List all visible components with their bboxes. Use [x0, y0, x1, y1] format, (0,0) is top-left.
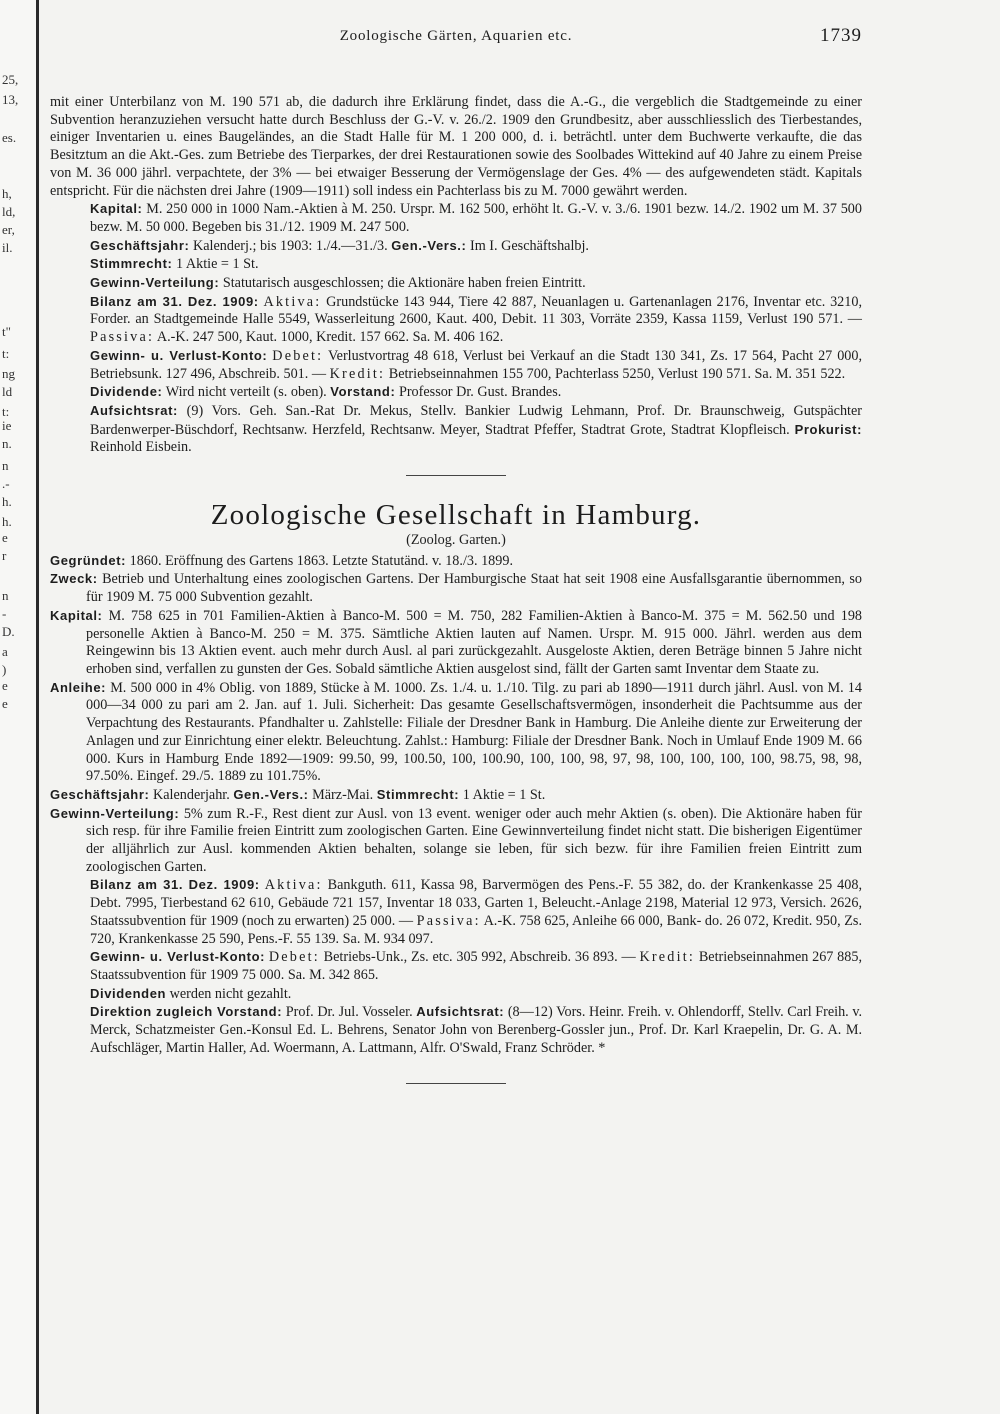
kapital-label: Kapital: [90, 201, 143, 217]
kapital-text: M. 758 625 in 701 Familien-Aktien à Banco-M. 500 = M. 750, 282 Familien-Aktien à Banco-M. 375 = M. 562.50 und 198 personelle Aktien à Banco-M. 250 = M. 375. Sämtliche Aktien lauten auf Namen. Urspr. M. 915 000. Jährl. werden aus dem Reingewinn bis 13 Aktien event. auch mehr durch Ausl. al pari zurückgezahlt. Ausgeloste Aktien, deren Beträge binnen 5 Jahre nicht erhoben sind, verfallen zu gunsten der Ges. Sobald sämtliche Aktien ausgelost sind, fällt der Garten samt Inventar dem Staate zu. [86, 607, 863, 677]
fragment: n [2, 588, 9, 603]
kapital-entry [50, 607, 862, 679]
fragment: er, [2, 222, 15, 237]
debet-label: Debet: [272, 347, 324, 364]
footnote-mark: * [598, 1039, 606, 1056]
left-margin-fragments [0, 0, 39, 1414]
passiva-label: Passiva: [90, 329, 155, 346]
dividenden-entry [50, 985, 862, 1004]
dividende-label: Dividende: [90, 384, 163, 400]
prokurist-text: Reinhold Eisbein. [90, 439, 192, 456]
debet-text: Verlustvortrag 48 618, Verlust bei Verkauf an die Stadt 130 341, Zs. 17 564, Pacht 27 000, Betriebsunk. 127 496, Abschreib. 501. — [90, 347, 863, 382]
gegruendet-label: Gegründet: [50, 552, 127, 568]
stimmrecht-text: 1 Aktie = 1 St. [462, 786, 546, 803]
fragment: ld [2, 384, 13, 399]
bilanz-entry [50, 876, 862, 948]
fragment: il. [2, 240, 13, 255]
gegruendet-text: 1860. Eröffnung des Gartens 1863. Letzte Statutänd. v. 18./3. 1899. [129, 552, 513, 569]
direktion-label: Direktion zugleich Vorstand: [90, 1004, 283, 1020]
intro-paragraph: mit einer Unterbilanz von M. 190 571 ab, die dadurch ihre Erklärung findet, dass die A.-G., die vergeblich die Stadtgemeinde zu einer Subvention heranzuziehen versucht hatte durch Beschluss der G.-V. v. 26./2. 1909 den Grundbesitz, aber ausschliesslich des Tierbestandes, einiger Inventarien u. eines Baugeländes, an die Stadt Halle für M. 1 200 000, d. i. beträchtl. unter dem Buchwerte verkaufte, die das Besitztum an die Akt.-Ges. zum Betriebe des Tierparkes, der drei Restaurationen sowie des Soolbades Wittekind auf 40 Jahre zu einem Preise von M. 36 000 jährl. verpachtete, der 3% — bei etwaiger Besserung der Vermögenslage der Ges. 4% — des aufgewendeten städt. Kapitals entspricht. Für die nächsten drei Jahre (1909—1911) soll indess ein Pachterlass bis zu M. 7000 gewährt werden. [50, 94, 862, 199]
end-divider [406, 1083, 506, 1084]
gj-label: Geschäftsjahr: [90, 237, 190, 253]
gewinnverteilung-label: Gewinn-Verteilung: [90, 275, 220, 291]
gewinnverteilung-entry [50, 274, 862, 293]
geschaeftsjahr-entry [50, 237, 862, 256]
kredit-text: Betriebseinnahmen 267 885, Staatssubvention für 1909 75 000. Sa. M. 342 865. [90, 949, 863, 983]
aufsichtsrat-text: (8—12) Vors. Heinr. Freih. v. Ohlendorff, Stellv. Carl Freih. v. Merck, Schatzmeister Gen.-Konsul Ed. L. Behrens, Senator John von Berenberg-Gossler jun., Prof. Dr. Karl Kraepelin, Dr. G. A. M. Aufschläger, Martin Haller, Ad. Woermann, A. Lattmann, Alfr. O'Swald, Franz Schröder. [90, 1004, 863, 1056]
fragment: t: [2, 404, 10, 419]
geschaeftsjahr-entry [50, 786, 862, 805]
dividenden-text: werden nicht gezahlt. [169, 985, 292, 1002]
vorstand-label: Vorstand: [330, 384, 396, 400]
fragment: .- [2, 476, 10, 491]
gv-label: Gen.-Vers.: [391, 237, 467, 253]
aufsichtsrat-entry [50, 402, 862, 457]
gv-label: Gen.-Vers.: [233, 786, 309, 802]
anleihe-text: M. 500 000 in 4% Oblig. von 1889, Stücke à M. 1000. Zs. 1./4. u. 1./10. Tilg. zu pari ab 1890—1911 durch jährl. Ausl. von M. 14 000—34 000 zu pari am 2. Jan. auf 1. Juli. Sicherheit: Das gesamte Gesellschaftsvermögen, insonderheit die Pachtsumme aus der Verpachtung des Restaurants. Pfandhalter u. Zahlstelle: Filiale der Dresdner Bank in Hamburg. Die Anleihe diente zur Erweiterung der Anlagen und zur Einrichtung einer elektr. Beleuchtung. Zahlst.: Hamburg: Filiale der Dresdner Bank. Noch in Umlauf Ende 1909 M. 66 000. Kurs in Hamburg Ende 1892—1909: 99.50, 99, 100.50, 100, 100.90, 100, 100, 98, 97, 98, 100, 100, 100, 100, 98.75, 98, 98, 97.50%. Eingef. 29./5. 1889 zu 101.75%. [86, 679, 862, 785]
section-halle [50, 94, 862, 457]
anleihe-label: Anleihe: [50, 679, 107, 695]
stimmrecht-entry [50, 255, 862, 274]
kapital-text: M. 250 000 in 1000 Nam.-Aktien à M. 250. Urspr. M. 162 500, erhöht lt. G.-V. v. 3./6. 1901 bezw. 14./2. 1902 um M. 37 500 bezw. M. 50 000. Begeben bis 31./12. 1909 M. 247 500. [90, 201, 862, 235]
guv-label: Gewinn- u. Verlust-Konto: [90, 347, 268, 363]
fragment: a [2, 644, 8, 659]
zweck-entry [50, 570, 862, 606]
gewinnverteilung-text: 5% zum R.-F., Rest dient zur Ausl. von 13 event. weniger oder auch mehr Aktien (s. oben). Die Aktionäre haben für sich resp. für ihre Familie freien Eintritt zum zoologischen Garten. Eine Gewinnverteilung findet nicht statt. Die bisherigen Eigentümer der alljährlich zur Ausl. kommenden Aktien behalten, solange sie leben, für sich bezw. für ihre Familien freien Eintritt zum zoologischen Garten. [86, 805, 863, 875]
guv-entry [50, 948, 862, 984]
bilanz-entry [50, 293, 862, 347]
direktion-entry [50, 1003, 862, 1057]
stimmrecht-label: Stimmrecht: [376, 786, 460, 802]
company-title: Zoologische Gesellschaft in Hamburg. [210, 499, 702, 532]
direktion-text: Prof. Dr. Jul. Vosseler. [285, 1004, 413, 1021]
bilanz-label: Bilanz am 31. Dez. 1909: [90, 877, 260, 893]
fragment: r [2, 548, 7, 563]
page-number: 1739 [820, 25, 862, 46]
guv-label: Gewinn- u. Verlust-Konto: [90, 949, 266, 965]
zweck-text: Betrieb und Unterhaltung eines zoologischen Gartens. Der Hamburgische Staat hat seit 1908 eine Ausfallsgarantie übernommen, so für 1909 M. 75 000 Subvention gezahlt. [86, 571, 862, 606]
gj-label: Geschäftsjahr: [50, 786, 150, 802]
aktiva-label: Aktiva: [263, 293, 322, 310]
debet-text: Betriebs-Unk., Zs. etc. 305 992, Abschreib. 36 893. — [323, 949, 636, 966]
zweck-label: Zweck: [50, 571, 98, 587]
passiva-text: A.-K. 758 625, Anleihe 66 000, Bank- do. 26 072, Kredit. 950, Zs. 720, Krankenkasse 25 590, Pens.-F. 55 139. Sa. M. 934 097. [90, 912, 862, 947]
fragment: t" [2, 324, 11, 339]
anleihe-entry [50, 679, 862, 786]
aktiva-text: Grundstücke 143 944, Tiere 42 887, Neuanlagen u. Gartenanlagen 2176, Inventar etc. 3210, Forder. an Stadtgemeinde Halle 5549, Wasserleitung 2600, Kaut. 400, Debit. 11 303, Vorräte 2359, Kassa 1159, Verlust 190 571. — [90, 293, 862, 328]
company-subtitle: (Zoolog. Garten.) [406, 532, 506, 549]
fragment: e [2, 696, 8, 711]
section-divider [406, 475, 506, 476]
stimmrecht-label: Stimmrecht: [90, 256, 173, 272]
aktiva-label: Aktiva: [264, 877, 323, 894]
gewinnverteilung-text: Statutarisch ausgeschlossen; die Aktionäre haben freien Eintritt. [222, 275, 586, 292]
fragment: ) [2, 662, 7, 677]
gewinnverteilung-label: Gewinn-Verteilung: [50, 805, 180, 821]
section-hamburg [50, 498, 862, 1057]
gegruendet-entry [50, 552, 862, 571]
stimmrecht-text: 1 Aktie = 1 St. [176, 256, 259, 273]
fragment: t: [2, 346, 10, 361]
prokurist-label: Prokurist: [794, 421, 862, 437]
dividende-entry [50, 383, 862, 402]
aufsichtsrat-label: Aufsichtsrat: [416, 1004, 505, 1020]
page-body [50, 22, 862, 1106]
fragment: h. [2, 514, 12, 529]
fragment: n [2, 458, 9, 473]
debet-label: Debet: [268, 949, 320, 966]
gv-text: Im I. Geschäftshalbj. [470, 237, 589, 254]
kapital-entry [50, 200, 862, 236]
kapital-label: Kapital: [50, 607, 103, 623]
fragment: h, [2, 186, 12, 201]
fragment: 25, [2, 72, 19, 87]
fragment: 13, [2, 92, 19, 107]
kredit-label: Kredit: [329, 365, 386, 382]
fragment: D. [2, 624, 15, 639]
aufsichtsrat-label: Aufsichtsrat: [90, 402, 178, 418]
guv-entry [50, 347, 862, 383]
aktiva-text: Bankguth. 611, Kassa 98, Barvermögen des Pens.-F. 55 382, do. der Krankenkasse 25 408, Debt. 7995, Tierbestand 62 610, Gebäude 721 157, Inventar 18 033, Garten 1, Beleucht.-Anlage 2198, Material 12 973, Versich. 2626, Staatssubvention für 1909 (noch zu erwarten) 25 000. — [90, 877, 863, 929]
gj-text: Kalenderj.; bis 1903: 1./4.—31./3. [192, 237, 388, 254]
fragment: es. [2, 130, 17, 145]
fragment: ld, [2, 204, 16, 219]
gj-text: Kalenderjahr. [152, 786, 230, 803]
fragment: e [2, 678, 8, 693]
aufsichtsrat-text: (9) Vors. Geh. San.-Rat Dr. Mekus, Stellv. Bankier Ludwig Lehmann, Prof. Dr. Braunschweig, Gutspächter Bardenwerper-Büschdorf, Rechtsanw. Herzfeld, Rechtsanw. Meyer, Stadtrat Pfeffer, Stadtrat Grote, Stadtrat Klopfleisch. [90, 402, 863, 438]
fragment: n. [2, 436, 12, 451]
kredit-text: Betriebseinnahmen 155 700, Pachterlass 5250, Verlust 190 571. Sa. M. 351 522. [388, 365, 846, 382]
fragment: e [2, 530, 8, 545]
dividende-text: Wird nicht verteilt (s. oben). [165, 384, 327, 401]
header-title: Zoologische Gärten, Aquarien etc. [339, 28, 573, 44]
gv-text: März-Mai. [312, 786, 374, 803]
bilanz-label: Bilanz am 31. Dez. 1909: [90, 293, 259, 309]
passiva-label: Passiva: [416, 912, 481, 929]
running-header [50, 22, 862, 50]
dividenden-label: Dividenden [90, 985, 167, 1001]
fragment: h. [2, 494, 12, 509]
fragment: ie [2, 418, 12, 433]
passiva-text: A.-K. 247 500, Kaut. 1000, Kredit. 157 662. Sa. M. 406 162. [156, 329, 504, 346]
fragment: - [2, 606, 7, 621]
vorstand-text: Professor Dr. Gust. Brandes. [398, 384, 562, 401]
kredit-label: Kredit: [639, 949, 696, 966]
fragment: ng [2, 366, 15, 381]
gewinnverteilung-entry [50, 805, 862, 877]
